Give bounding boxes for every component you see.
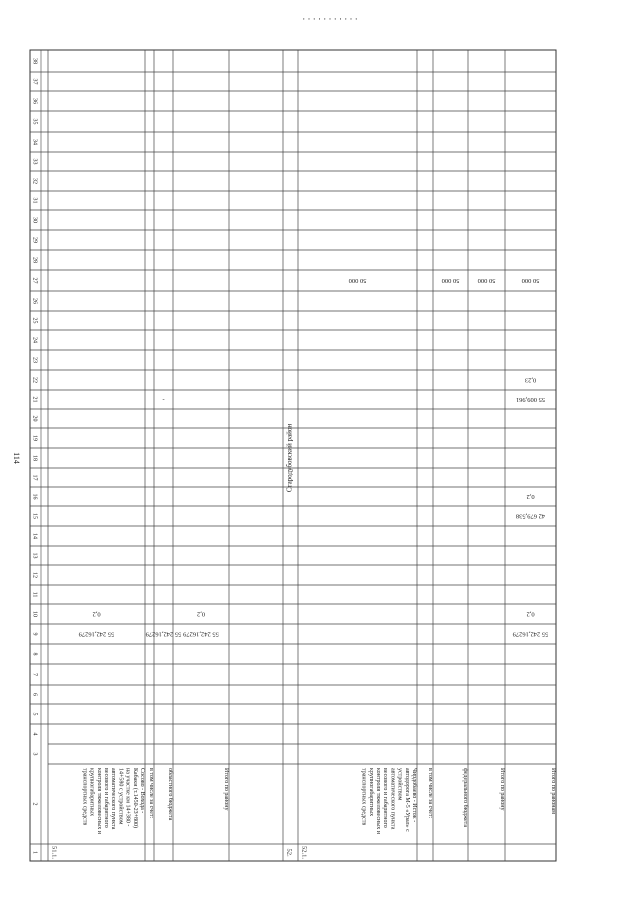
row-name: Итого по району bbox=[223, 768, 229, 811]
column-number: 3 bbox=[31, 752, 38, 756]
column-number: 25 bbox=[31, 317, 38, 324]
column-number: 18 bbox=[31, 455, 38, 461]
column-number: 5 bbox=[31, 712, 38, 716]
table-row bbox=[148, 768, 154, 818]
cell-value: 55 242,16279 bbox=[512, 630, 549, 638]
column-number: 22 bbox=[31, 377, 38, 383]
column-number: 9 bbox=[31, 632, 38, 636]
column-number: 13 bbox=[31, 552, 38, 559]
cell-value: 55 009,961 bbox=[515, 396, 546, 404]
cell-value: 55 242,16279 bbox=[78, 630, 115, 638]
cell-value: 55 242,16279 bbox=[145, 630, 182, 638]
column-number: 15 bbox=[31, 513, 38, 519]
row-name: Итого по районам bbox=[550, 768, 556, 814]
column-number: 26 bbox=[31, 298, 38, 304]
column-number: 28 bbox=[31, 257, 38, 263]
cell-value: 0,2 bbox=[526, 493, 535, 501]
column-number: 10 bbox=[31, 611, 38, 617]
column-number: 35 bbox=[31, 118, 38, 125]
column-number: 19 bbox=[31, 435, 38, 441]
row-name: областного бюджета bbox=[167, 768, 173, 821]
row-name: Сосово - Вохода -Кабаки (т.1450-23+800)на участке км 14+380 -14+580 с устройствомавтоматического пунктавесового и габаритногоконтроля тяжеловесных икрупногабаритныхтранспортных средств bbox=[81, 768, 145, 834]
row-number: 52. bbox=[285, 848, 293, 857]
column-number: 33 bbox=[31, 158, 38, 165]
cell-value: 50 000 bbox=[477, 277, 496, 285]
cell-value: 0,2 bbox=[196, 610, 206, 618]
row-name: Итого по району bbox=[499, 768, 505, 811]
cell-value: - bbox=[162, 396, 165, 404]
cell-value: 50 000 bbox=[521, 277, 540, 285]
page-header-marks: · · · · · · · · · · · bbox=[302, 14, 358, 24]
row-name: в том числе за счет: bbox=[427, 768, 433, 819]
cell-value: 0,23 bbox=[524, 376, 537, 384]
column-number: 31 bbox=[31, 197, 38, 204]
column-number: 32 bbox=[31, 178, 38, 184]
column-number: 27 bbox=[31, 277, 38, 284]
column-number: 21 bbox=[31, 396, 38, 403]
cell-value: 42 679,538 bbox=[515, 512, 546, 520]
cell-value: 50 000 bbox=[348, 277, 367, 285]
column-number: 23 bbox=[31, 357, 38, 363]
column-number: 8 bbox=[31, 652, 38, 656]
cell-value: 50 000 bbox=[441, 277, 460, 285]
row-number: 52.1. bbox=[300, 846, 308, 859]
row-number: 51.1. bbox=[50, 846, 58, 859]
column-number: 30 bbox=[31, 217, 38, 223]
cell-value: 55 242,16279 bbox=[183, 630, 219, 638]
page-number: 114 bbox=[12, 452, 21, 464]
column-number: 24 bbox=[31, 337, 38, 343]
table-row bbox=[286, 848, 293, 857]
column-number: 11 bbox=[31, 591, 38, 598]
column-number: 36 bbox=[31, 98, 38, 104]
row-name: в том числе за счет: bbox=[148, 768, 154, 819]
column-number: 7 bbox=[31, 673, 38, 676]
row-name: федерального бюджета bbox=[462, 768, 468, 828]
column-number: 29 bbox=[31, 237, 38, 243]
column-number: 34 bbox=[31, 139, 38, 145]
column-number: 4 bbox=[31, 732, 38, 736]
column-number: 37 bbox=[31, 78, 38, 85]
district-title: Стародубовский район bbox=[285, 423, 294, 493]
column-number: 2 bbox=[31, 802, 38, 806]
row-name: Чирдобаево - Исток -автодорога М-5 «Урал» сустройствомавтоматического пунктавесового и габаритногоконтроля тяжеловесных икрупногабаритныхтранспортных средств bbox=[360, 768, 417, 834]
column-number: 12 bbox=[31, 572, 38, 578]
column-number: 38 bbox=[31, 58, 38, 64]
cell-value: 0,2 bbox=[92, 610, 101, 618]
column-number: 16 bbox=[31, 493, 38, 500]
column-number: 14 bbox=[31, 533, 38, 539]
cell-value: 0,2 bbox=[526, 610, 535, 618]
column-number: 1 bbox=[31, 851, 38, 854]
column-number: 20 bbox=[31, 415, 38, 422]
column-number: 6 bbox=[31, 693, 38, 696]
column-number: 17 bbox=[31, 474, 38, 481]
table-row bbox=[427, 768, 433, 818]
